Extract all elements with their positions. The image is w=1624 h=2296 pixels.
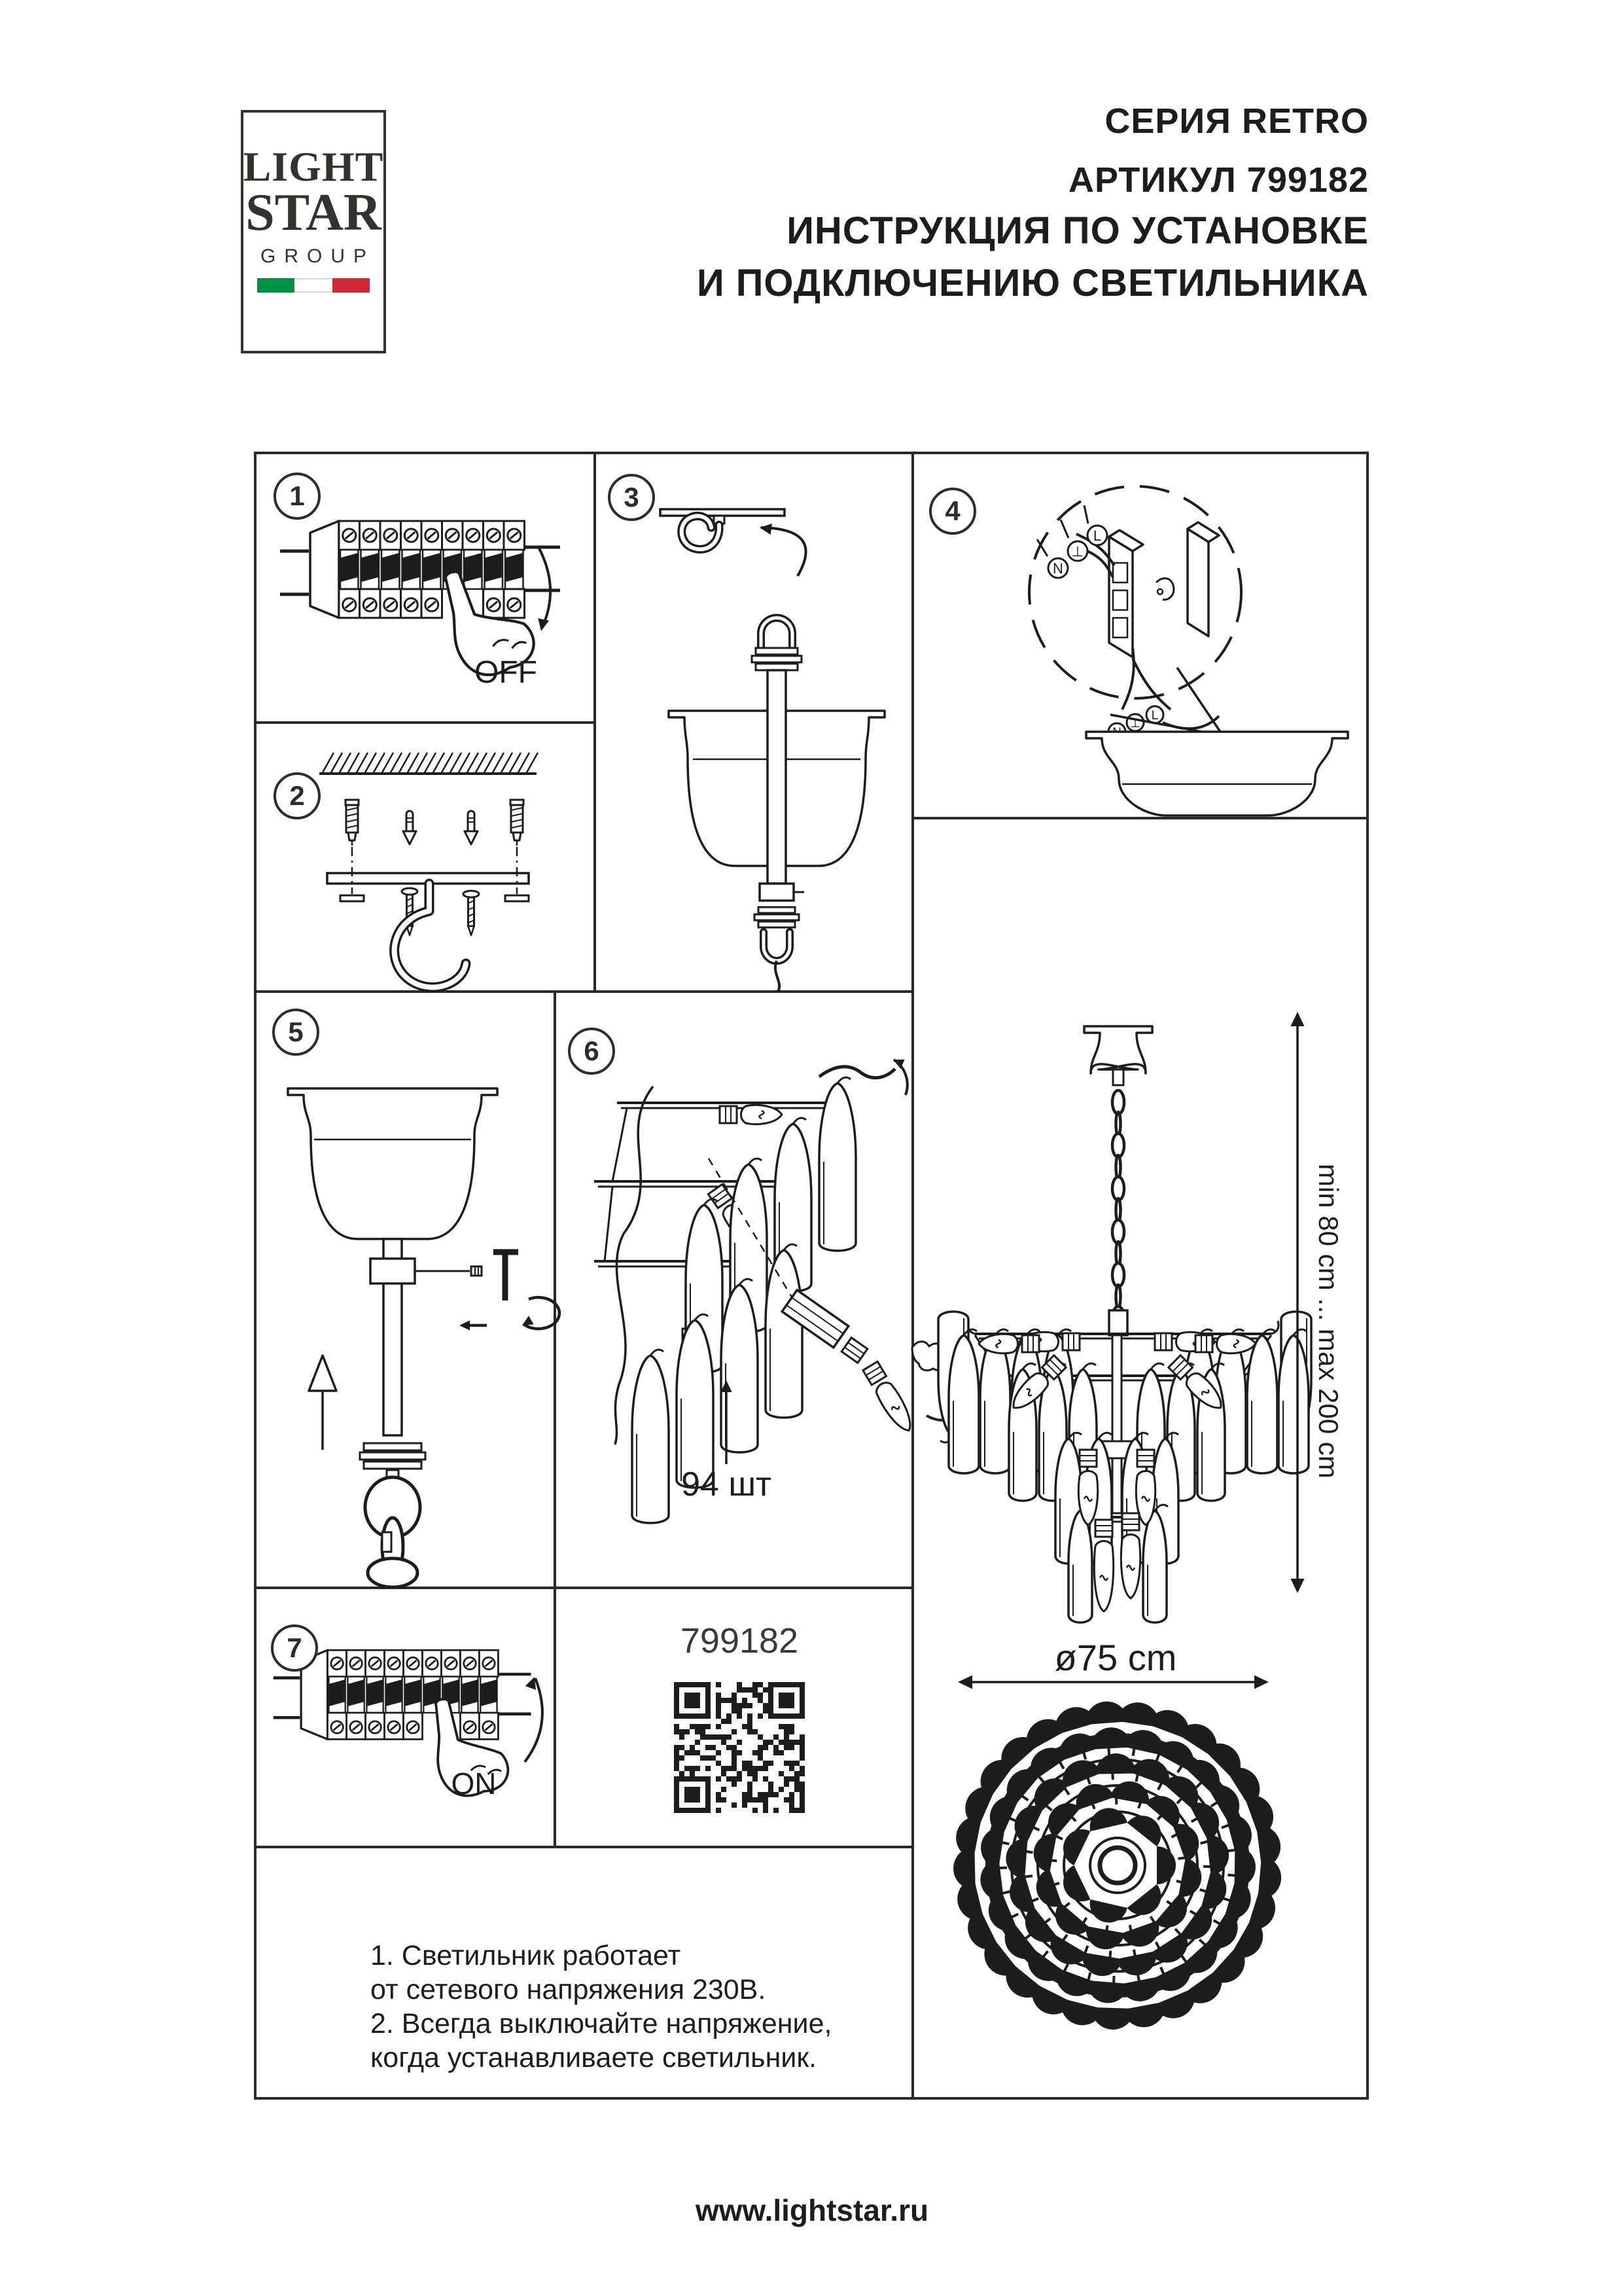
on-label: ON (451, 1767, 497, 1801)
diameter-label: ø75 cm (1054, 1637, 1177, 1678)
svg-text:L: L (1151, 709, 1159, 723)
step-7-badge (271, 1624, 318, 1672)
flag-white-stripe (294, 278, 332, 293)
crystal-quantity-label: 94 шт (681, 1465, 771, 1503)
flag-red-stripe (332, 278, 370, 293)
step-1-badge (274, 473, 321, 520)
note-line: 1. Светильник работает (370, 1940, 681, 1971)
svg-text:⊥: ⊥ (1071, 543, 1084, 560)
logo-word-group: GROUP (260, 245, 375, 267)
height-range-label: min 80 cm ... max 200 cm (1313, 1164, 1344, 1479)
flag-green-stripe (257, 278, 294, 293)
step-6-badge (568, 1028, 615, 1075)
qr-article-label: 799182 (680, 1621, 799, 1660)
step-2-badge (274, 772, 321, 819)
logo-word-light: LIGHT (243, 143, 384, 190)
safety-notes (370, 1939, 832, 2075)
svg-text:⊥: ⊥ (1129, 717, 1141, 730)
step-number: 4 (945, 495, 961, 526)
note-line: когда устанавливаете светильник. (370, 2042, 817, 2073)
off-label: OFF (474, 655, 537, 690)
doc-title-line2: И ПОДКЛЮЧЕНИЮ СВЕТИЛЬНИКА (696, 262, 1369, 304)
website-url: www.lightstar.ru (695, 2193, 929, 2227)
note-line: от сетевого напряжения 230В. (370, 1974, 766, 2005)
document-header (697, 103, 1369, 302)
step-4-badge (929, 488, 976, 535)
step-number: 3 (624, 482, 639, 512)
logo-word-star: STAR (245, 183, 381, 242)
doc-title-line1: ИНСТРУКЦИЯ ПО УСТАНОВКЕ (786, 209, 1369, 252)
article-number: АРТИКУЛ 799182 (1068, 160, 1369, 200)
note-line: 2. Всегда выключайте напряжение, (370, 2008, 832, 2039)
step-5-badge (272, 1009, 319, 1056)
step-number: 1 (289, 480, 305, 511)
series-name: СЕРИЯ RETRO (1104, 101, 1369, 141)
step-number: 7 (287, 1632, 302, 1663)
step-number: 2 (289, 780, 305, 811)
step3-hang-on-hook-figure (595, 452, 913, 992)
step2-mounting-hook-figure (254, 723, 595, 992)
svg-text:L: L (1093, 528, 1102, 544)
chandelier-dimensions-figure (913, 818, 1369, 2100)
step-number: 5 (288, 1016, 304, 1047)
step5-canopy-assembly-figure (254, 992, 555, 1588)
italian-flag-icon (257, 278, 370, 293)
step-number: 6 (584, 1035, 599, 1066)
lightstar-logo (241, 110, 386, 353)
step4-wiring-figure (913, 452, 1369, 818)
step-3-badge (608, 474, 655, 521)
svg-text:N: N (1053, 560, 1063, 577)
